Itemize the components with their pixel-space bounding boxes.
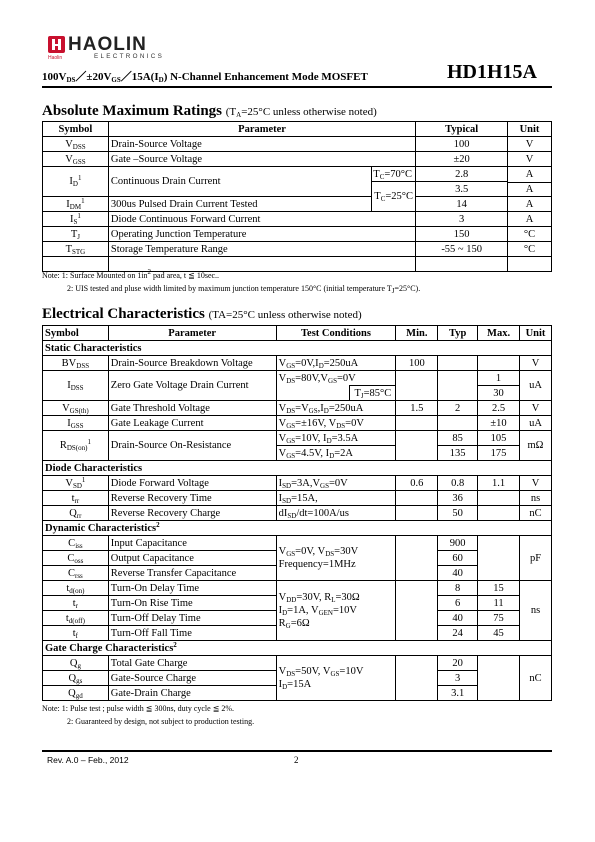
symbol-cell: $BV_{DSS}$ [43, 356, 109, 371]
unit-cell: A A [508, 167, 552, 197]
th-typ: Typ [438, 326, 478, 341]
table-row [43, 242, 552, 257]
symbol-cell: $V_{DSS}$ [43, 137, 109, 152]
unit-cell: V [508, 137, 552, 152]
table-row: $t_f$ Turn-Off Fall Time 24 45 [43, 626, 552, 641]
table-row [43, 197, 552, 212]
ec-section-title [42, 306, 362, 323]
table-row: $I_{GSS}$ Gate Leakage Current $V_{GS}=\pm 16V$, $V_{DS}=0V$ ±10 uA [43, 416, 552, 431]
amr-note-2: 2: UIS tested and pluse width limited by maximum junction temperature 150°C (initial temperature $T_J=25^\circ C$). [67, 284, 421, 295]
param-cell: Turn-Off Delay Time [108, 611, 276, 626]
condition-cell: $T_C=70^\circ C$ [372, 167, 416, 182]
symbol-cell: $Q_{rr}$ [43, 506, 109, 521]
condition-cell: $T_C=25^\circ C$ [372, 182, 416, 212]
device-subtitle: $100V_{DS}/\pm 20V_{GS}/15A(I_D)$ N-Channel Enhancement Mode MOSFET [42, 71, 368, 84]
symbol-cell: $C_{oss}$ [43, 551, 109, 566]
th-unit: Unit [520, 326, 552, 341]
th-typical: Typical [416, 122, 508, 137]
ec-condition: (TA=25°C unless otherwise noted) [208, 309, 362, 321]
amr-title: Absolute Maximum Ratings [42, 103, 223, 119]
th-unit: Unit [508, 122, 552, 137]
table-row: $Q_g$ Total Gate Charge $V_{DS}=50V$, $V_{GS}=10V$ $I_D=15A$ 20 nC [43, 656, 552, 671]
param-cell: Reverse Recovery Charge [108, 506, 276, 521]
param-cell: Drain-Source Breakdown Voltage [108, 356, 276, 371]
table-row: $V_{GS}=4.5V$, $I_D=2A$ 135 175 [43, 446, 552, 461]
table-row: $t_{d(on)}$ Turn-On Delay Time $V_{DD}=30V$, $R_L=30\Omega$ $I_D=1A$, $V_{GEN}=10V$ $R_G=6\Omega$ 8 15 ns [43, 581, 552, 596]
table-row [43, 356, 552, 371]
ec-table [42, 325, 552, 701]
section-label: Static Characteristics [43, 341, 552, 356]
param-cell: Turn-On Rise Time [108, 596, 276, 611]
condition-cell: $dI_{SD}/dt=100A/us$ [276, 506, 396, 521]
unit-cell: °C [508, 227, 552, 242]
symbol-cell: $I_D^1$ [43, 167, 109, 197]
value-cell: 14 [416, 197, 508, 212]
symbol-cell: $I_S^1$ [43, 212, 109, 227]
param-cell: Turn-On Delay Time [108, 581, 276, 596]
revision-text: Rev. A.0 – Feb., 2012 [47, 755, 129, 765]
param-cell: 300us Pulsed Drain Current Tested [108, 197, 371, 212]
min-cell: 100 [396, 356, 438, 371]
value-cell: ±20 [416, 152, 508, 167]
condition-cell: $V_{DS}=V_{GS},I_D=250uA$ [276, 401, 396, 416]
symbol-cell: $Q_{gd}$ [43, 686, 109, 701]
th-max: Max. [478, 326, 520, 341]
symbol-cell: $R_{DS(on)}^1$ [43, 431, 109, 461]
condition-cell: $V_{GS}=\pm 16V$, $V_{DS}=0V$ [276, 416, 396, 431]
condition-cell: $V_{GS}=4.5V$, $I_D=2A$ [276, 446, 396, 461]
table-row: $Q_{gd}$ Gate-Drain Charge 3.1 [43, 686, 552, 701]
unit-cell: uA [520, 371, 552, 401]
haolin-logo [48, 34, 182, 64]
th-min: Min. [396, 326, 438, 341]
th-symbol: Symbol [43, 122, 109, 137]
table-row: $t_r$ Turn-On Rise Time 6 11 [43, 596, 552, 611]
param-cell: Turn-Off Fall Time [108, 626, 276, 641]
section-row-dynamic [43, 521, 552, 536]
symbol-cell: $t_{rr}$ [43, 491, 109, 506]
amr-note-1: Note: 1: Surface Mounted on $1in^2$ pad area, t ≦ 10sec.. [42, 268, 220, 280]
param-cell: Diode Forward Voltage [108, 476, 276, 491]
symbol-cell: $t_{d(on)}$ [43, 581, 109, 596]
table-row [43, 371, 552, 386]
unit-cell: A [508, 212, 552, 227]
header-rule [42, 86, 552, 88]
footer-rule [42, 750, 552, 752]
table-row: $Q_{gs}$ Gate-Source Charge 3 [43, 671, 552, 686]
condition-cell: $V_{DD}=30V$, $R_L=30\Omega$ $I_D=1A$, $V_{GEN}=10V$ $R_G=6\Omega$ [276, 581, 396, 641]
section-row-gate [43, 641, 552, 656]
param-cell: Diode Continuous Forward Current [108, 212, 415, 227]
param-cell: Gate-Drain Charge [108, 686, 276, 701]
table-row: $C_{iss}$ Input Capacitance $V_{GS}=0V$, $V_{DS}=30V$ Frequency=1MHz 900 pF [43, 536, 552, 551]
symbol-cell: $Q_{gs}$ [43, 671, 109, 686]
section-row-diode [43, 461, 552, 476]
brand-tiny: Haolin [48, 55, 63, 61]
amr-table [42, 121, 552, 272]
unit-cell: V [508, 152, 552, 167]
condition-cell: $V_{GS}=10V$, $I_D=3.5A$ [276, 431, 396, 446]
condition-cell: $V_{DS}=80V,V_{GS}=0V$ [276, 371, 396, 386]
th-test-conditions: Test Conditions [276, 326, 396, 341]
brand-name: HAOLIN [68, 34, 147, 55]
amr-condition: ($T_A=25^\circ C$ unless otherwise noted) [225, 106, 377, 119]
section-label: Diode Characteristics [43, 461, 552, 476]
max-cell: 1 [478, 371, 520, 386]
condition-cell: $T_J=85^\circ C$ [350, 386, 396, 401]
section-label: Dynamic Characteristics$^2$ [43, 521, 552, 536]
condition-cell: $I_{SD}=15A$, [276, 491, 396, 506]
th-parameter: Parameter [108, 122, 415, 137]
brand-subtitle: ELECTRONICS [94, 53, 165, 60]
haolin-logo-icon [48, 36, 65, 53]
table-row: $V_{GS(th)}$ Gate Threshold Voltage $V_{DS}=V_{GS},I_D=250uA$ 1.5 2 2.5 V [43, 401, 552, 416]
param-cell: Output Capacitance [108, 551, 276, 566]
symbol-cell: $C_{rss}$ [43, 566, 109, 581]
param-cell: Zero Gate Voltage Drain Current [108, 371, 276, 401]
param-cell: Reverse Transfer Capacitance [108, 566, 276, 581]
table-row: $t_{rr}$ Reverse Recovery Time $I_{SD}=15A$, 36 ns [43, 491, 552, 506]
param-cell: Continuous Drain Current [108, 167, 371, 197]
condition-cell: $I_{SD}=3A,V_{GS}=0V$ [276, 476, 396, 491]
th-symbol: Symbol [43, 326, 109, 341]
part-number: HD1H15A [447, 61, 537, 83]
symbol-cell: $V_{SD}^1$ [43, 476, 109, 491]
symbol-cell: $T_{STG}$ [43, 242, 109, 257]
symbol-cell: $Q_g$ [43, 656, 109, 671]
table-row [43, 137, 552, 152]
ec-note-2: 2: Guaranteed by design, not subject to production testing. [67, 717, 255, 726]
unit-cell: °C [508, 242, 552, 257]
param-cell: Drain-Source Voltage [108, 137, 415, 152]
page-number: 2 [294, 755, 299, 765]
table-row: $V_{SD}^1$ Diode Forward Voltage $I_{SD}=3A,V_{GS}=0V$ 0.6 0.8 1.1 V [43, 476, 552, 491]
param-cell: Reverse Recovery Time [108, 491, 276, 506]
param-cell: Gate-Source Charge [108, 671, 276, 686]
symbol-cell: $t_f$ [43, 626, 109, 641]
param-cell: Operating Junction Temperature [108, 227, 415, 242]
section-row-static [43, 341, 552, 356]
ec-note-1: Note: 1: Pulse test ; pulse width ≦ 300ns, duty cycle ≦ 2%. [42, 704, 235, 713]
value-cell: 3 [416, 212, 508, 227]
value-cell: 100 [416, 137, 508, 152]
ec-title: Electrical Characteristics [42, 306, 205, 322]
symbol-cell: $V_{GS(th)}$ [43, 401, 109, 416]
symbol-cell: $I_{DM}^1$ [43, 197, 109, 212]
table-row: $R_{DS(on)}^1$ Drain-Source On-Resistance $V_{GS}=10V$, $I_D=3.5A$ 85 105 mΩ [43, 431, 552, 446]
table-header-row [43, 122, 552, 137]
unit-cell: V [520, 356, 552, 371]
th-parameter: Parameter [108, 326, 276, 341]
param-cell: Gate Threshold Voltage [108, 401, 276, 416]
param-cell: Gate –Source Voltage [108, 152, 415, 167]
table-row [43, 212, 552, 227]
table-row [43, 227, 552, 242]
section-label: Gate Charge Characteristics$^2$ [43, 641, 552, 656]
symbol-cell: $I_{DSS}$ [43, 371, 109, 401]
value-cell: 2.8 [416, 167, 508, 182]
condition-cell: $V_{GS}=0V,I_D=250uA$ [276, 356, 396, 371]
symbol-cell: $T_J$ [43, 227, 109, 242]
table-header-row [43, 326, 552, 341]
param-cell: Input Capacitance [108, 536, 276, 551]
param-cell: Gate Leakage Current [108, 416, 276, 431]
symbol-cell: $t_{d(off)}$ [43, 611, 109, 626]
symbol-cell: $C_{iss}$ [43, 536, 109, 551]
value-cell: -55 ~ 150 [416, 242, 508, 257]
table-row: $t_{d(off)}$ Turn-Off Delay Time 40 75 [43, 611, 552, 626]
param-cell: Total Gate Charge [108, 656, 276, 671]
symbol-cell: $V_{GSS}$ [43, 152, 109, 167]
condition-cell: $V_{GS}=0V$, $V_{DS}=30V$ Frequency=1MHz [276, 536, 396, 581]
unit-cell: A [508, 197, 552, 212]
table-row [43, 152, 552, 167]
table-row: $C_{oss}$ Output Capacitance 60 [43, 551, 552, 566]
max-cell: 30 [478, 386, 520, 401]
table-row: $Q_{rr}$ Reverse Recovery Charge $dI_{SD}/dt=100A/us$ 50 nC [43, 506, 552, 521]
amr-section-title [42, 103, 377, 120]
table-row [43, 167, 552, 182]
value-cell: 3.5 [416, 182, 508, 197]
param-cell: Storage Temperature Range [108, 242, 415, 257]
condition-cell: $V_{DS}=50V$, $V_{GS}=10V$ $I_D=15A$ [276, 656, 396, 701]
symbol-cell: $I_{GSS}$ [43, 416, 109, 431]
symbol-cell: $t_r$ [43, 596, 109, 611]
param-cell: Drain-Source On-Resistance [108, 431, 276, 461]
table-row: $C_{rss}$ Reverse Transfer Capacitance 40 [43, 566, 552, 581]
value-cell: 150 [416, 227, 508, 242]
